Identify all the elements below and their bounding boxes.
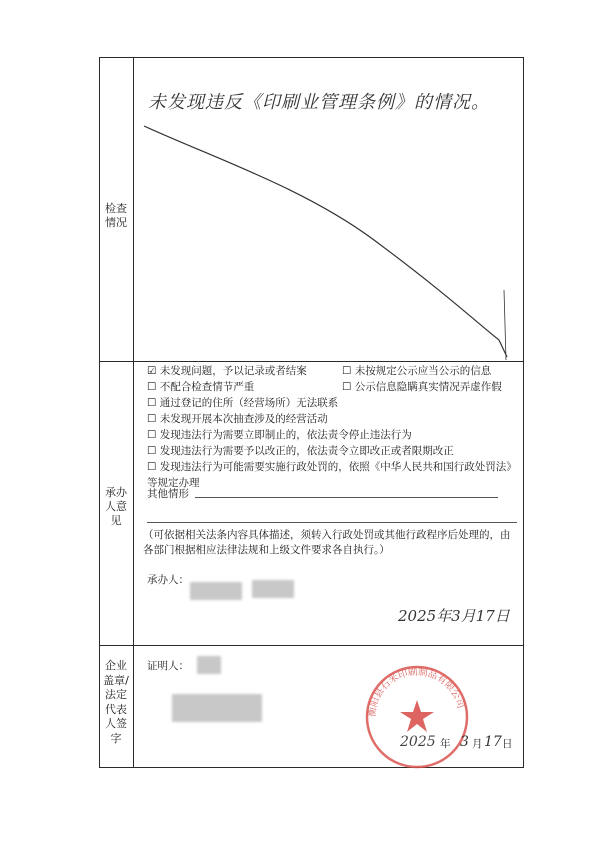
blank-fill-line[interactable] — [147, 522, 517, 523]
inspection-row-label: 检查 情况 — [105, 202, 127, 229]
option-item[interactable]: ☐ 未发现开展本次抽查涉及的经营活动 — [147, 413, 328, 425]
table-top-border — [99, 57, 524, 58]
handler-label: 承办人： — [147, 574, 189, 586]
enterprise-date-day-suffix: 日 — [502, 738, 513, 750]
witness-label: 证明人： — [147, 660, 189, 672]
svg-text:衡阳县石米印刷制品有限公司: 衡阳县石米印刷制品有限公司 — [366, 666, 467, 718]
enterprise-date-year: 2025 — [400, 734, 436, 750]
option-item[interactable]: ☐ 公示信息隐瞒真实情况弄虚作假 — [342, 381, 502, 393]
checkbox-icon[interactable]: ☐ — [147, 397, 157, 409]
checkbox-icon[interactable]: ☐ — [147, 381, 157, 393]
checkbox-icon[interactable]: ☐ — [147, 445, 157, 457]
other-situation-fill-line[interactable] — [195, 497, 498, 498]
checkbox-icon[interactable]: ☐ — [147, 413, 157, 425]
option-item[interactable]: ☐ 发现违法行为需要予以改正的，依法责令立即改正或者限期改正 — [147, 445, 454, 457]
legal-representative-signature — [172, 694, 262, 722]
enterprise-date-month: 3 — [460, 734, 469, 750]
handler-signature-2 — [252, 580, 294, 598]
inspection-strike-line — [134, 110, 524, 360]
row-divider-2 — [99, 645, 524, 646]
inspection-handwritten-text: 未发现违反《印刷业管理条例》的情况。 — [148, 92, 490, 113]
legal-note: （可依据相关法条内容具体描述，须转入行政处罚或其他行政程序后处理的，由各部门根据相应法律法规和上级文件要求各自执行。） — [143, 529, 511, 556]
option-item[interactable]: ☐ 通过登记的住所（经营场所）无法联系 — [147, 397, 339, 409]
checkbox-icon[interactable]: ☐ — [147, 429, 157, 441]
row-divider-1 — [99, 361, 524, 362]
other-situation-label: 其他情形 — [147, 488, 189, 500]
handler-opinion-row-label: 承办 人意 见 — [105, 486, 127, 527]
checkbox-checked-icon[interactable]: ☑ — [147, 365, 157, 377]
enterprise-date-day: 17 — [484, 734, 502, 750]
option-item[interactable]: ☐ 发现违法行为需要立即制止的，依法责令停止违法行为 — [147, 429, 412, 441]
enterprise-date-year-suffix: 年 — [440, 738, 451, 750]
option-item[interactable]: ☑ 未发现问题，予以记录或者结案 — [147, 365, 307, 377]
company-seal — [362, 662, 472, 772]
enterprise-row-label: 企业 盖章/ 法定 代表 人签 字 — [103, 659, 129, 745]
enterprise-date-month-suffix: 月 — [472, 738, 483, 750]
witness-signature — [197, 656, 221, 674]
checkbox-icon[interactable]: ☐ — [342, 381, 352, 393]
checkbox-icon[interactable]: ☐ — [342, 365, 352, 377]
handler-date: 2025年3月17日 — [398, 607, 510, 625]
checkbox-icon[interactable]: ☐ — [147, 461, 157, 473]
handler-signature-1 — [190, 582, 242, 600]
option-item[interactable]: ☐ 未按规定公示应当公示的信息 — [342, 365, 492, 377]
option-continuation: 等规定办理 — [147, 477, 200, 489]
option-item[interactable]: ☐ 不配合检查情节严重 — [147, 381, 255, 393]
option-item[interactable]: ☐ 发现违法行为可能需要实施行政处罚的，依照《中华人民共和国行政处罚法》 — [147, 461, 517, 473]
